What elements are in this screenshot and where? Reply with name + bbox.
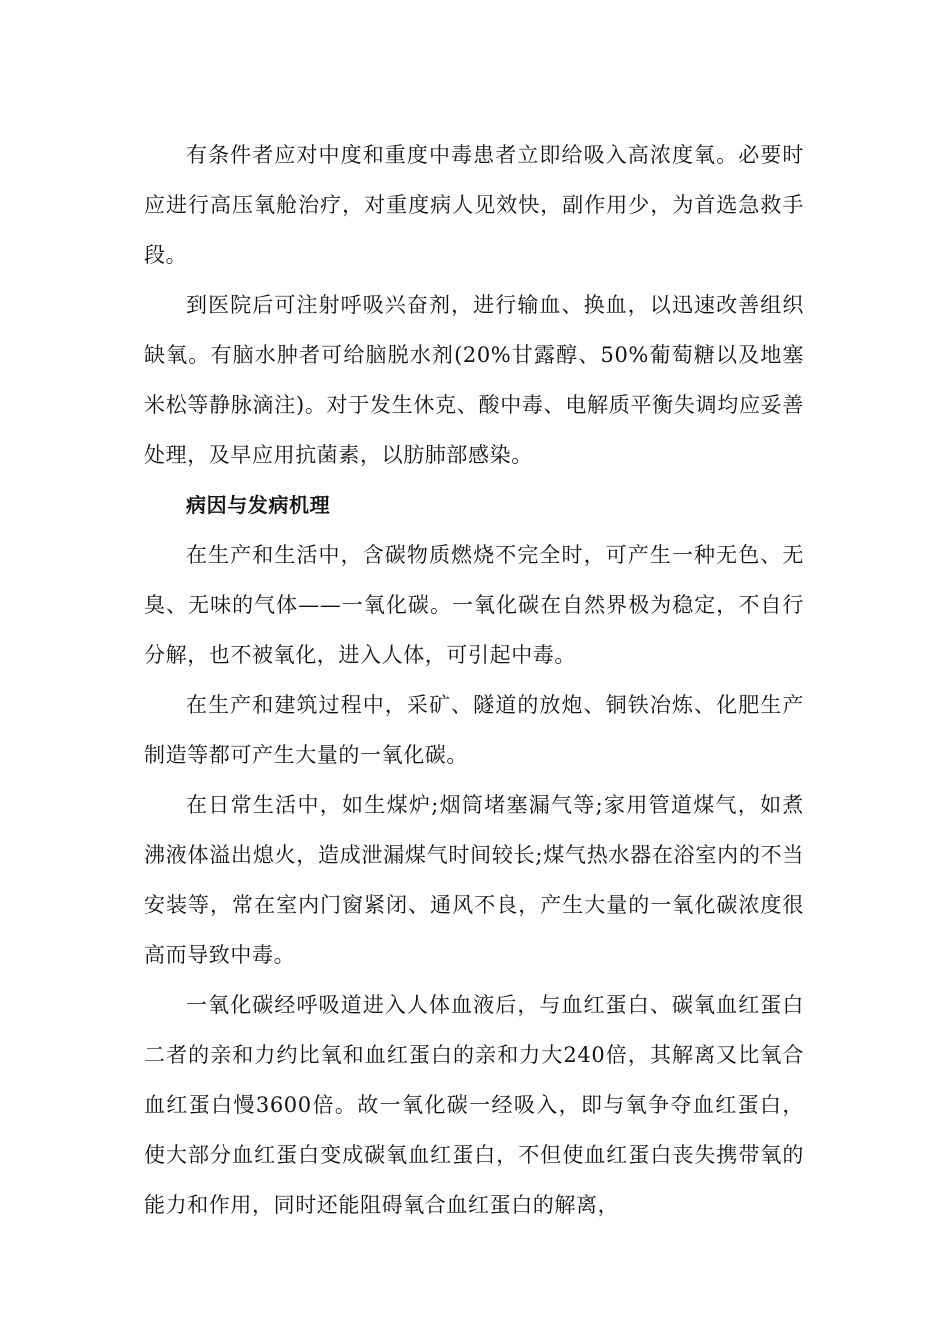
paragraph-mechanism: 一氧化碳经呼吸道进入人体血液后，与血红蛋白、碳氧血红蛋白二者的亲和力约比氧和血红蛋白的亲和力大240倍，其解离又比氧合血红蛋白慢3600倍。故一氧化碳一经吸入，即与氧争夺血红蛋白，使大部分血红蛋白变成碳氧血红蛋白，不但使血红蛋白丧失携带氧的能力和作用，同时还能阻碍氧合血红蛋白的解离，: [144, 993, 804, 1217]
document-body: [144, 130, 804, 1230]
paragraph-hospital-treatment: 到医院后可注射呼吸兴奋剂，进行输血、换血，以迅速改善组织缺氧。有脑水肿者可给脑脱水剂(20%甘露醇、50%葡萄糖以及地塞米松等静脉滴注)。对于发生休克、酸中毒、电解质平衡失调均应妥善处理，及早应用抗菌素，以肪肺部感染。: [144, 293, 804, 467]
section-heading-etiology: 病因与发病机理: [186, 493, 331, 517]
paragraph-industrial-sources: 在生产和建筑过程中，采矿、隧道的放炮、铜铁冶炼、化肥生产制造等都可产生大量的一氧化碳。: [144, 693, 804, 767]
paragraph-oxygen-therapy: 有条件者应对中度和重度中毒患者立即给吸入高浓度氧。必要时应进行高压氧舱治疗，对重度病人见效快，副作用少，为首选急救手段。: [144, 143, 804, 267]
paragraph-daily-life-sources: 在日常生活中，如生煤炉;烟筒堵塞漏气等;家用管道煤气，如煮沸液体溢出熄火，造成泄漏煤气时间较长;煤气热水器在浴室内的不当安装等，常在室内门窗紧闭、通风不良，产生大量的一氧化碳浓度很高而导致中毒。: [144, 793, 804, 967]
paragraph-co-source: 在生产和生活中，含碳物质燃烧不完全时，可产生一种无色、无臭、无味的气体——一氧化碳。一氧化碳在自然界极为稳定，不自行分解，也不被氧化，进入人体，可引起中毒。: [144, 543, 804, 667]
